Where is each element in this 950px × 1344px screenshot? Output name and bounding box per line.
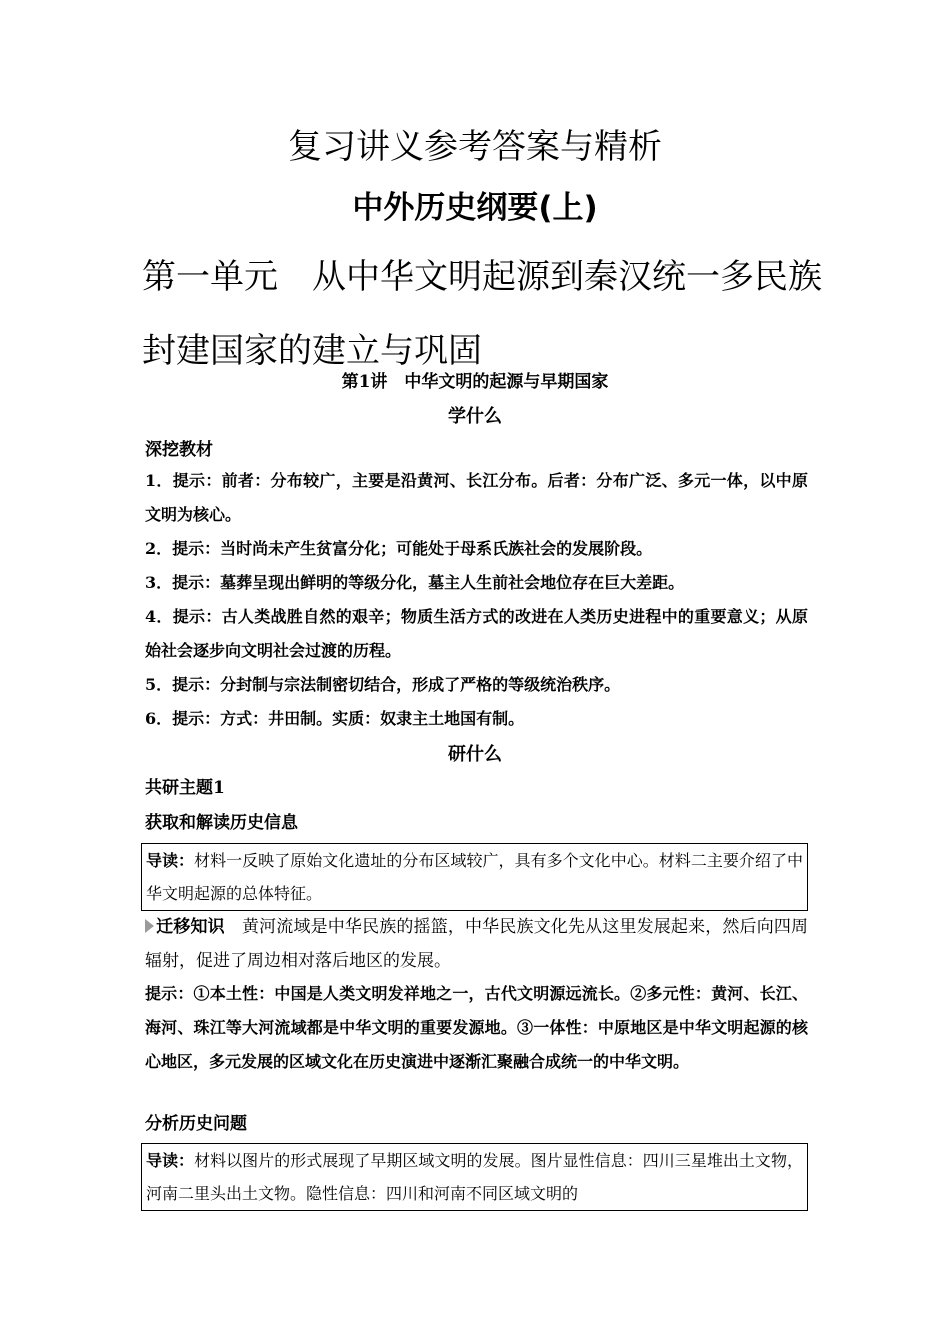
sub-heading-analyze: 分析历史问题 (145, 1114, 247, 1134)
guide-label: 导读： (146, 851, 195, 870)
hint-main (145, 977, 808, 1079)
hint-number: 6． (145, 709, 173, 728)
guide-box-2 (141, 1143, 808, 1211)
hint-label: 提示： (172, 709, 221, 728)
hint-label: 提示： (145, 984, 194, 1003)
hint-label: 提示： (172, 471, 222, 490)
hint-label: 提示： (172, 573, 221, 592)
topic-heading: 共研主题1 (145, 778, 225, 798)
guide-text: 材料一反映了原始文化遗址的分布区域较广，具有多个文化中心。材料二主要介绍了中华文明起源的总体特征。 (146, 851, 803, 903)
hint-label: 提示： (172, 607, 222, 626)
guide-label: 导读： (146, 1151, 195, 1170)
hint-text: 当时尚未产生贫富分化；可能处于母系氏族社会的发展阶段。 (220, 539, 653, 558)
hint-item-3 (145, 566, 808, 600)
hint-text: 前者：分布较广，主要是沿黄河、长江分布。后者：分布广泛、多元一体，以中原文明为核心。 (145, 471, 808, 524)
triangle-marker-icon (145, 919, 154, 933)
book-title: 中外历史纲要(上) (352, 190, 598, 226)
section-research-heading: 研什么 (448, 744, 502, 765)
guide-box-1 (141, 843, 808, 911)
hint-label: 提示： (172, 539, 221, 558)
lecture-title: 第1讲 中华文明的起源与早期国家 (341, 372, 609, 392)
hint-number: 4． (145, 607, 173, 626)
sub-heading-acquire: 获取和解读历史信息 (145, 813, 298, 833)
section-learn-heading: 学什么 (448, 406, 502, 427)
guide-text: 材料以图片的形式展现了早期区域文明的发展。图片显性信息：四川三星堆出土文物，河南二里头出土文物。隐性信息：四川和河南不同区域文明的 (146, 1151, 803, 1203)
hint-item-4 (145, 600, 808, 668)
main-title: 复习讲义参考答案与精析 (288, 127, 662, 167)
hint-number: 3． (145, 573, 173, 592)
transfer-label: 迁移知识 (156, 917, 225, 937)
hint-text: 分封制与宗法制密切结合，形成了严格的等级统治秩序。 (220, 675, 621, 694)
hint-item-1 (145, 464, 808, 532)
hint-number: 2． (145, 539, 173, 558)
hint-number: 5． (145, 675, 173, 694)
hint-item-5 (145, 668, 808, 702)
transfer-knowledge (145, 910, 808, 978)
hint-number: 1． (145, 471, 173, 490)
hint-text: 墓葬呈现出鲜明的等级分化，墓主人生前社会地位存在巨大差距。 (220, 573, 685, 592)
hint-item-2 (145, 532, 808, 566)
transfer-text: 黄河流域是中华民族的摇篮，中华民族文化先从这里发展起来，然后向四周辐射，促进了周边相对落后地区的发展。 (145, 917, 809, 971)
dig-heading: 深挖教材 (145, 440, 213, 460)
hint-text: 方式：井田制。实质：奴隶主土地国有制。 (220, 709, 525, 728)
hint-text: ①本土性：中国是人类文明发祥地之一，古代文明源远流长。②多元性：黄河、长江、海河、珠江等大河流域都是中华文明的重要发源地。③一体性：中原地区是中华文明起源的核心地区，多元发展的区域文化在历史演进中逐渐汇聚融合成统一的中华文明。 (145, 984, 808, 1071)
hint-label: 提示： (172, 675, 221, 694)
unit-title: 第一单元 从中华文明起源到秦汉统一多民族封建国家的建立与巩固 (142, 257, 822, 371)
hint-item-6 (145, 702, 808, 736)
hint-text: 古人类战胜自然的艰辛；物质生活方式的改进在人类历史进程中的重要意义；从原始社会逐步向文明社会过渡的历程。 (145, 607, 808, 660)
